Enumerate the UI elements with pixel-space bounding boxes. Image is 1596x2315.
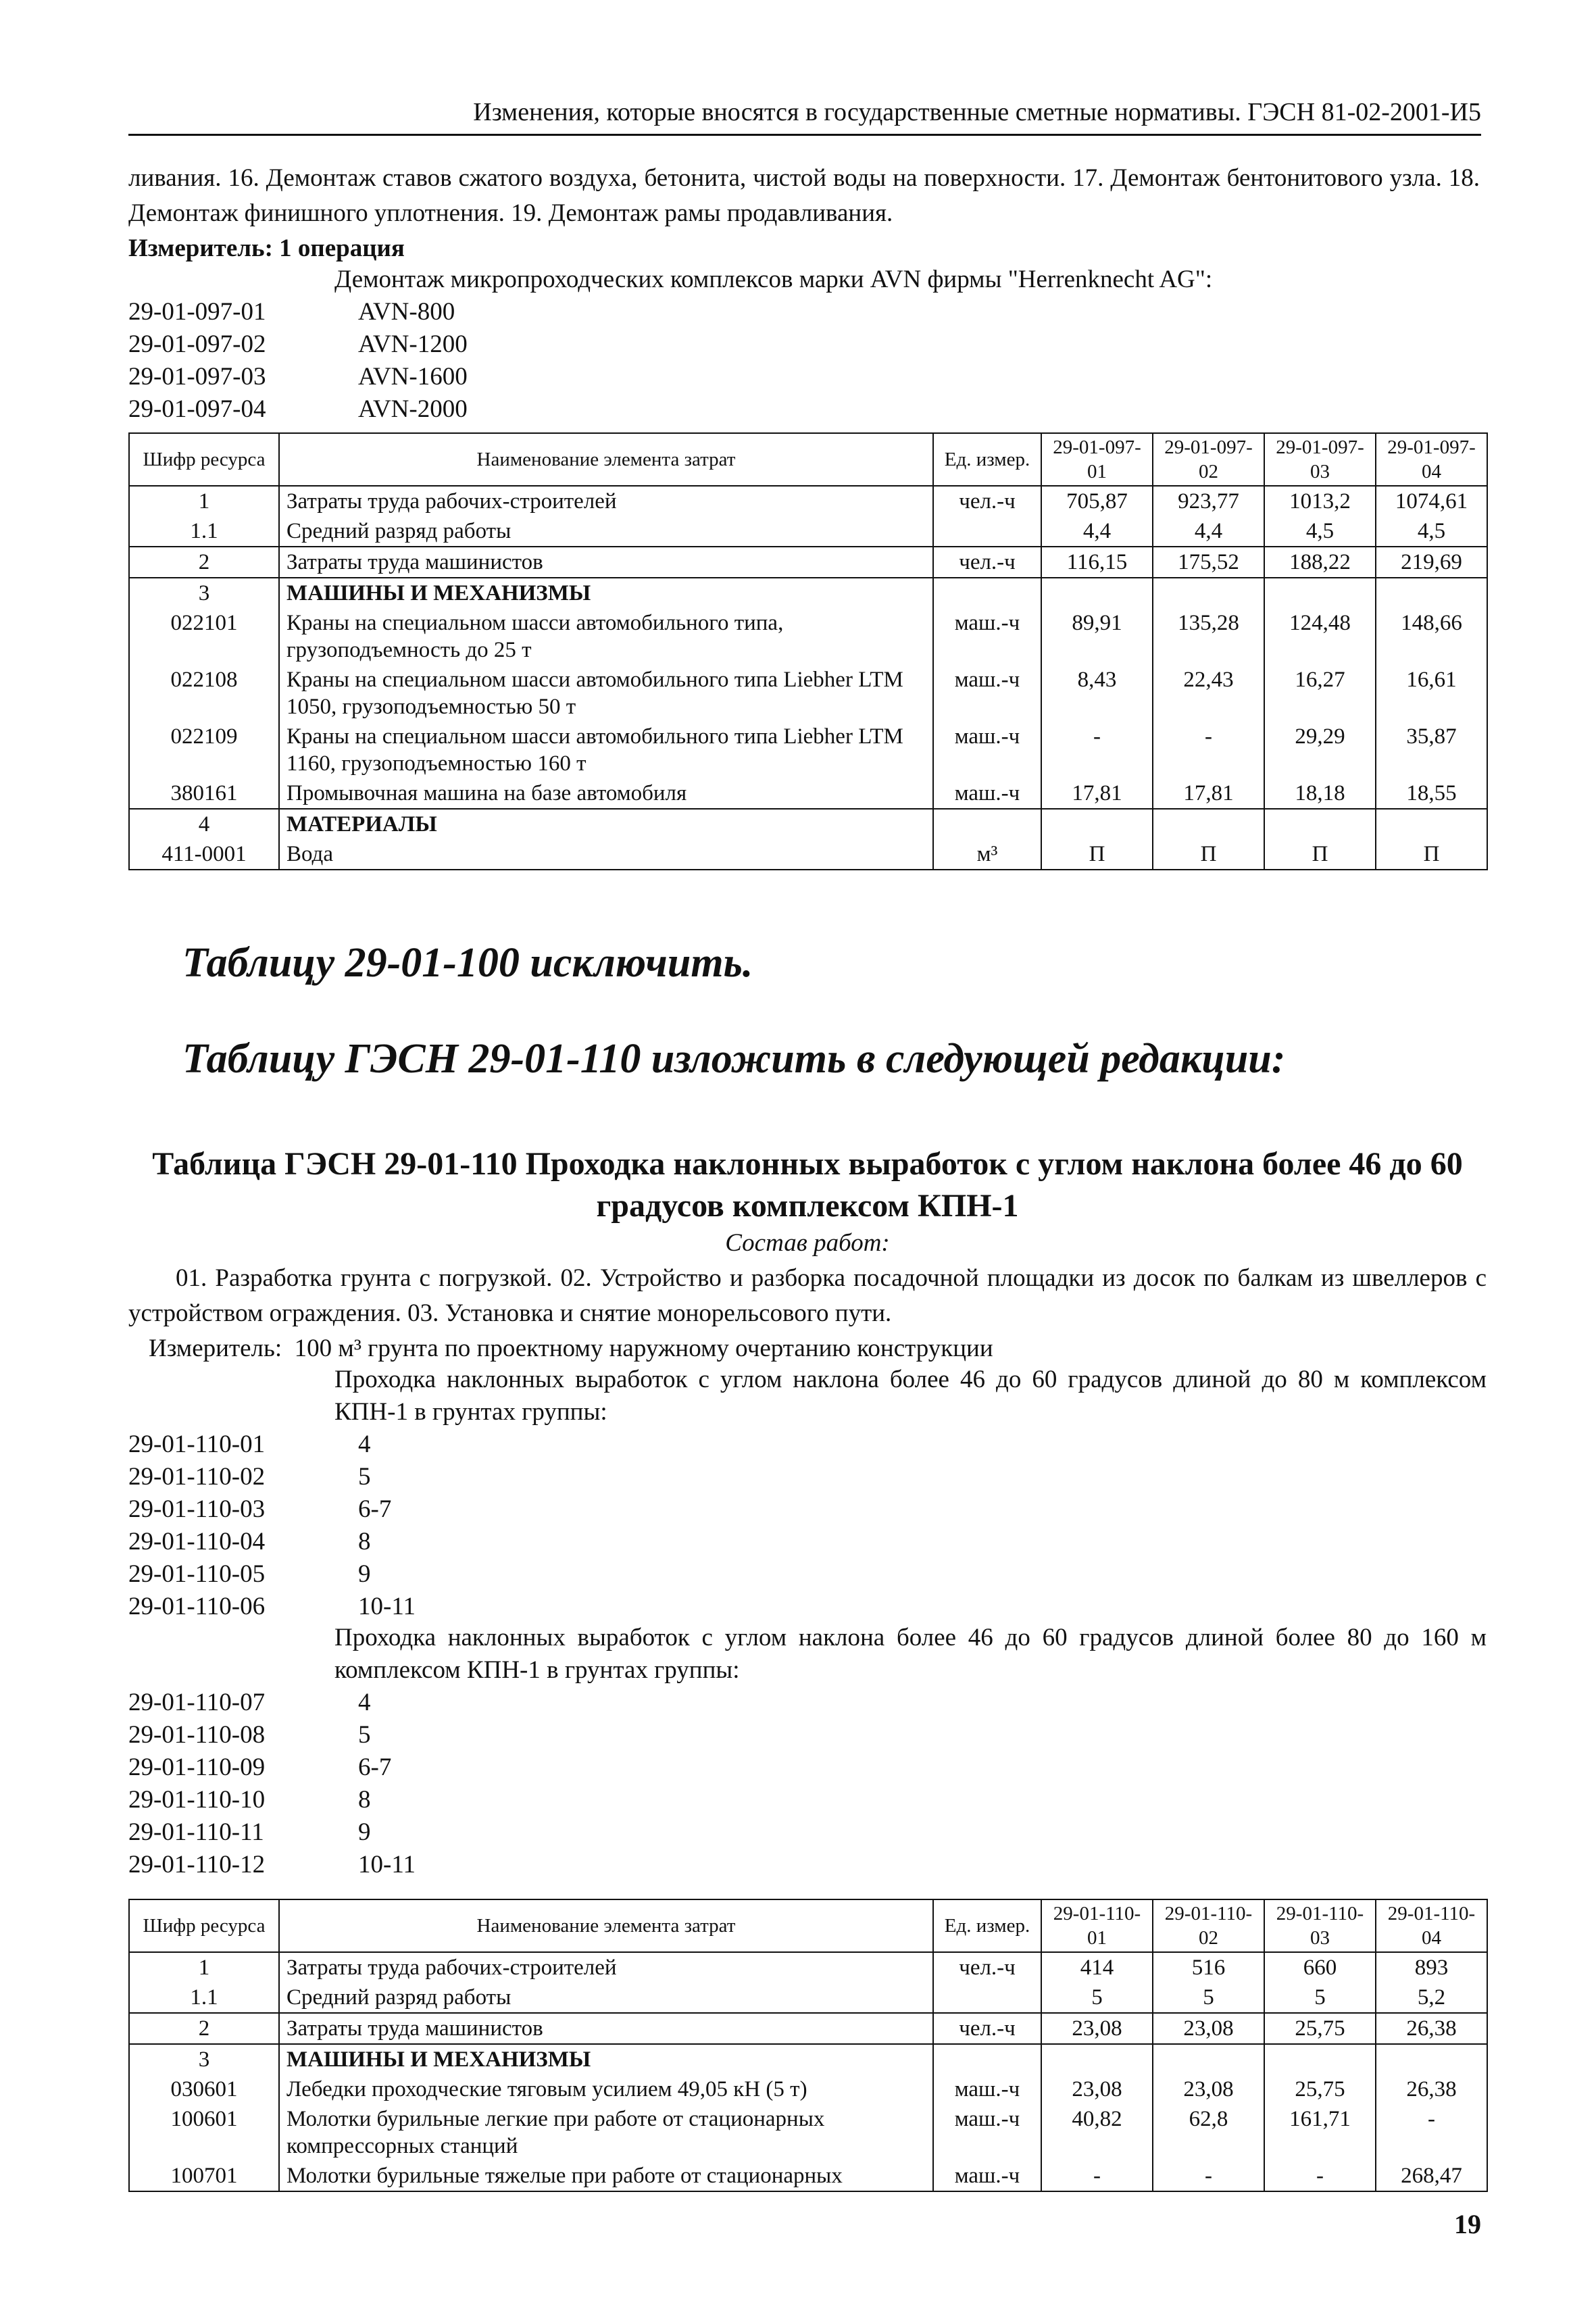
edit-note: Таблицу ГЭСН 29-01-110 изложить в следующей редакции: [182, 1036, 1286, 1082]
cell-val: 23,08 [1153, 2013, 1264, 2044]
cell-val: 16,61 [1376, 665, 1487, 722]
cell-name: Лебедки проходческие тяговым усилием 49,05 кН (5 т) [279, 2074, 933, 2104]
cell-val: 188,22 [1264, 547, 1376, 578]
cell-unit: чел.-ч [933, 2013, 1041, 2044]
cell-val: 17,81 [1153, 778, 1264, 809]
cell-val: - [1041, 722, 1153, 778]
cell-val: 219,69 [1376, 547, 1487, 578]
cell-val: 124,48 [1264, 608, 1376, 665]
cell-unit [933, 1983, 1041, 2013]
cell-name: Краны на специальном шасси автомобильного типа Liebher LTM 1050, грузоподъемностью 50 т [279, 665, 933, 722]
cell-code: 1.1 [129, 1983, 279, 2013]
cell-name: МАШИНЫ И МЕХАНИЗМЫ [279, 578, 933, 608]
cell-name: Краны на специальном шасси автомобильного типа, грузоподъемность до 25 т [279, 608, 933, 665]
code-number: 29-01-110-09 [128, 1753, 266, 1781]
code-number: 29-01-110-03 [128, 1495, 266, 1523]
cell-code: 1 [129, 1952, 279, 1983]
cell-val: 4,4 [1153, 516, 1264, 547]
cell-val [1153, 809, 1264, 839]
cell-val: 23,08 [1041, 2013, 1153, 2044]
cell-val: 516 [1153, 1952, 1264, 1983]
cell-val: - [1153, 2161, 1264, 2191]
cell-unit [933, 516, 1041, 547]
cell-code: 1.1 [129, 516, 279, 547]
cell-unit: чел.-ч [933, 547, 1041, 578]
table-row [129, 2074, 1487, 2104]
cell-val: 23,08 [1153, 2074, 1264, 2104]
table-row [129, 578, 1487, 608]
cell-unit [933, 578, 1041, 608]
cell-unit: чел.-ч [933, 1952, 1041, 1983]
resource-table-110 [128, 1899, 1488, 2192]
cell-val [1376, 2044, 1487, 2074]
code-row: 29-01-097-03 AVN-1600 [128, 363, 468, 391]
works-text: 01. Разработка грунта с погрузкой. 02. Устройство и разборка посадочной площадки из досок по балкам из швеллеров с устройством ограждения. 03. Установка и снятие монорельсового пути. [128, 1264, 1487, 1327]
measure2-line [149, 1331, 1487, 1366]
code-row [128, 1558, 1487, 1591]
cell-val: 18,55 [1376, 778, 1487, 809]
table-row [129, 722, 1487, 778]
measure2-label: Измеритель: [149, 1335, 282, 1362]
cell-val: 923,77 [1153, 486, 1264, 516]
measure-line [128, 231, 1480, 266]
cell-name: Промывочная машина на базе автомобиля [279, 778, 933, 809]
cell-code: 380161 [129, 778, 279, 809]
cell-val [1041, 2044, 1153, 2074]
cell-val [1153, 578, 1264, 608]
code-number: 29-01-110-10 [128, 1786, 266, 1814]
cell-val: 18,18 [1264, 778, 1376, 809]
works-block [128, 1261, 1487, 1366]
cell-code: 1 [129, 486, 279, 516]
cell-val: 660 [1264, 1952, 1376, 1983]
cell-val: 29,29 [1264, 722, 1376, 778]
cell-val: 16,27 [1264, 665, 1376, 722]
cell-name: Средний разряд работы [279, 516, 933, 547]
cell-val: 705,87 [1041, 486, 1153, 516]
cell-unit: маш.-ч [933, 665, 1041, 722]
code-value: 9 [358, 1818, 371, 1846]
cell-val [1264, 2044, 1376, 2074]
code-value: 5 [358, 1463, 371, 1491]
cell-val [1041, 809, 1153, 839]
code-number: 29-01-110-11 [128, 1818, 264, 1846]
cell-val: 5 [1153, 1983, 1264, 2013]
table-header-row: Шифр ресурса Наименование элемента затрат Ед. измер. 29-01-110-01 29-01-110-02 29-01-110-03 29-01-110-04 [129, 1899, 1487, 1952]
cell-name: Вода [279, 839, 933, 870]
cell-code: 022101 [129, 608, 279, 665]
cell-name: Затраты труда рабочих-строителей [279, 486, 933, 516]
cell-code: 3 [129, 2044, 279, 2074]
cell-unit: маш.-ч [933, 2161, 1041, 2191]
cell-val: 893 [1376, 1952, 1487, 1983]
cell-val: 89,91 [1041, 608, 1153, 665]
cell-val: 26,38 [1376, 2013, 1487, 2044]
table-row [129, 1983, 1487, 2013]
cell-name: Краны на специальном шасси автомобильного типа Liebher LTM 1160, грузоподъемностью 160 т [279, 722, 933, 778]
cell-val: 35,87 [1376, 722, 1487, 778]
cell-val: П [1264, 839, 1376, 870]
table-row [129, 486, 1487, 516]
page-number: 19 [1454, 2209, 1481, 2239]
cell-code: 100601 [129, 2104, 279, 2161]
table-row [129, 778, 1487, 809]
code-value: 4 [358, 1689, 371, 1716]
cell-val: 4,5 [1376, 516, 1487, 547]
code-value: 4 [358, 1430, 371, 1458]
cell-val: 62,8 [1153, 2104, 1264, 2161]
code-list-lead: Проходка наклонных выработок с углом наклона более 46 до 60 градусов длиной более 80 до 160 м комплексом КПН-1 в грунтах группы: [334, 1624, 1487, 1684]
code-row: 29-01-097-02 AVN-1200 [128, 330, 468, 358]
table-title: Таблица ГЭСН 29-01-110 Проходка наклонных выработок с углом наклона более 46 до 60 градусов комплексом КПН-1 [152, 1146, 1463, 1224]
cell-unit: м³ [933, 839, 1041, 870]
code-row [128, 1784, 1487, 1816]
cell-unit: маш.-ч [933, 2074, 1041, 2104]
table-row [129, 2104, 1487, 2161]
cell-val: 17,81 [1041, 778, 1153, 809]
cell-val: 1074,61 [1376, 486, 1487, 516]
code-value: 8 [358, 1786, 371, 1814]
cell-name: МАТЕРИАЛЫ [279, 809, 933, 839]
cell-val: 4,4 [1041, 516, 1153, 547]
measure2-value: 100 м³ грунта по проектному наружному очертанию конструкции [294, 1335, 993, 1362]
intro-text: ливания. 16. Демонтаж ставов сжатого воздуха, бетонита, чистой воды на поверхности. 17. Демонтаж бентонитового узла. 18. Демонтаж финишного уплотнения. 19. Демонтаж рамы продавливания. [128, 164, 1480, 227]
cell-code: 2 [129, 2013, 279, 2044]
cell-val: П [1376, 839, 1487, 870]
code-number: 29-01-110-06 [128, 1593, 266, 1620]
measure-value: 1 операция [279, 234, 405, 262]
cell-val: 5 [1041, 1983, 1153, 2013]
cell-unit: маш.-ч [933, 2104, 1041, 2161]
cell-code: 100701 [129, 2161, 279, 2191]
code-value: 6-7 [358, 1495, 392, 1523]
cell-name: Затраты труда рабочих-строителей [279, 1952, 933, 1983]
table-header-row: Шифр ресурса Наименование элемента затрат Ед. измер. 29-01-097-01 29-01-097-02 29-01-097-03 29-01-097-04 [129, 433, 1487, 486]
works-label: Состав работ: [725, 1229, 890, 1257]
cell-unit [933, 809, 1041, 839]
cell-val: - [1153, 722, 1264, 778]
cell-val: 135,28 [1153, 608, 1264, 665]
code-number: 29-01-110-02 [128, 1463, 266, 1491]
cell-code: 022108 [129, 665, 279, 722]
code-value: 6-7 [358, 1753, 392, 1781]
cell-val: 4,5 [1264, 516, 1376, 547]
code-number: 29-01-110-12 [128, 1851, 266, 1878]
cell-val [1264, 578, 1376, 608]
code-row [128, 1526, 1487, 1558]
code-list-kpn-80 [128, 1364, 1487, 1623]
cell-val: 40,82 [1041, 2104, 1153, 2161]
code-row [128, 1428, 1487, 1461]
table-row [129, 2161, 1487, 2191]
table-row [129, 2013, 1487, 2044]
table-row [129, 516, 1487, 547]
table-row [129, 809, 1487, 839]
code-list-kpn-160 [128, 1622, 1487, 1881]
cell-val [1041, 578, 1153, 608]
table-row [129, 547, 1487, 578]
cell-val: 25,75 [1264, 2074, 1376, 2104]
cell-unit [933, 2044, 1041, 2074]
code-value: 8 [358, 1528, 371, 1555]
code-row [128, 1751, 1487, 1784]
cell-val: 268,47 [1376, 2161, 1487, 2191]
cell-val: 414 [1041, 1952, 1153, 1983]
cell-val: 5 [1264, 1983, 1376, 2013]
cell-val: 116,15 [1041, 547, 1153, 578]
cell-val: 8,43 [1041, 665, 1153, 722]
cell-code: 030601 [129, 2074, 279, 2104]
intro-block [128, 161, 1480, 266]
cell-val: 175,52 [1153, 547, 1264, 578]
cell-val: 1013,2 [1264, 486, 1376, 516]
code-list-lead: Проходка наклонных выработок с углом наклона более 46 до 60 градусов длиной до 80 м комплексом КПН-1 в грунтах группы: [334, 1366, 1487, 1426]
cell-name: Молотки бурильные тяжелые при работе от стационарных [279, 2161, 933, 2191]
cell-val [1264, 809, 1376, 839]
code-number: 29-01-110-08 [128, 1721, 266, 1749]
code-row: 29-01-097-04 AVN-2000 [128, 395, 468, 423]
cell-val: 22,43 [1153, 665, 1264, 722]
code-number: 29-01-110-04 [128, 1528, 266, 1555]
code-number: 29-01-110-07 [128, 1689, 266, 1716]
cell-val: 23,08 [1041, 2074, 1153, 2104]
table-row [129, 1952, 1487, 1983]
table-row [129, 2044, 1487, 2074]
cell-code: 022109 [129, 722, 279, 778]
cell-code: 3 [129, 578, 279, 608]
cell-val: - [1041, 2161, 1153, 2191]
code-row: 29-01-097-01 AVN-800 [128, 298, 455, 326]
cell-name: МАШИНЫ И МЕХАНИЗМЫ [279, 2044, 933, 2074]
cell-val: 25,75 [1264, 2013, 1376, 2044]
code-number: 29-01-110-05 [128, 1560, 266, 1588]
code-list-avn [128, 264, 1487, 426]
cell-val: 26,38 [1376, 2074, 1487, 2104]
code-row [128, 1816, 1487, 1849]
cell-val: - [1264, 2161, 1376, 2191]
table-row [129, 608, 1487, 665]
code-value: 5 [358, 1721, 371, 1749]
cell-val: 148,66 [1376, 608, 1487, 665]
code-row [128, 1493, 1487, 1526]
code-row [128, 1719, 1487, 1751]
cell-name: Средний разряд работы [279, 1983, 933, 2013]
code-value: 10-11 [358, 1851, 416, 1878]
code-list-lead: Демонтаж микропроходческих комплексов марки AVN фирмы "Herrenknecht AG": [334, 266, 1213, 293]
code-number: 29-01-110-01 [128, 1430, 266, 1458]
cell-code: 411-0001 [129, 839, 279, 870]
running-header: Изменения, которые вносятся в государственные сметные нормативы. ГЭСН 81-02-2001-И5 [128, 93, 1481, 136]
table-row [129, 665, 1487, 722]
cell-val: 161,71 [1264, 2104, 1376, 2161]
cell-name: Затраты труда машинистов [279, 547, 933, 578]
cell-unit: маш.-ч [933, 608, 1041, 665]
code-value: 10-11 [358, 1593, 416, 1620]
cell-val: - [1376, 2104, 1487, 2161]
cell-code: 4 [129, 809, 279, 839]
exclude-note: Таблицу 29-01-100 исключить. [182, 940, 753, 986]
cell-val: П [1041, 839, 1153, 870]
resource-table-097 [128, 432, 1488, 870]
cell-unit: маш.-ч [933, 722, 1041, 778]
code-row [128, 1591, 1487, 1623]
cell-val: 5,2 [1376, 1983, 1487, 2013]
cell-unit: маш.-ч [933, 778, 1041, 809]
code-row [128, 1687, 1487, 1719]
code-value: 9 [358, 1560, 371, 1588]
cell-val [1376, 809, 1487, 839]
cell-unit: чел.-ч [933, 486, 1041, 516]
table-row [129, 839, 1487, 870]
cell-name: Молотки бурильные легкие при работе от стационарных компрессорных станций [279, 2104, 933, 2161]
cell-val [1376, 578, 1487, 608]
cell-val [1153, 2044, 1264, 2074]
code-row [128, 1849, 1487, 1881]
cell-val: П [1153, 839, 1264, 870]
code-row [128, 1461, 1487, 1493]
measure-label: Измеритель: [128, 234, 273, 262]
cell-code: 2 [129, 547, 279, 578]
cell-name: Затраты труда машинистов [279, 2013, 933, 2044]
